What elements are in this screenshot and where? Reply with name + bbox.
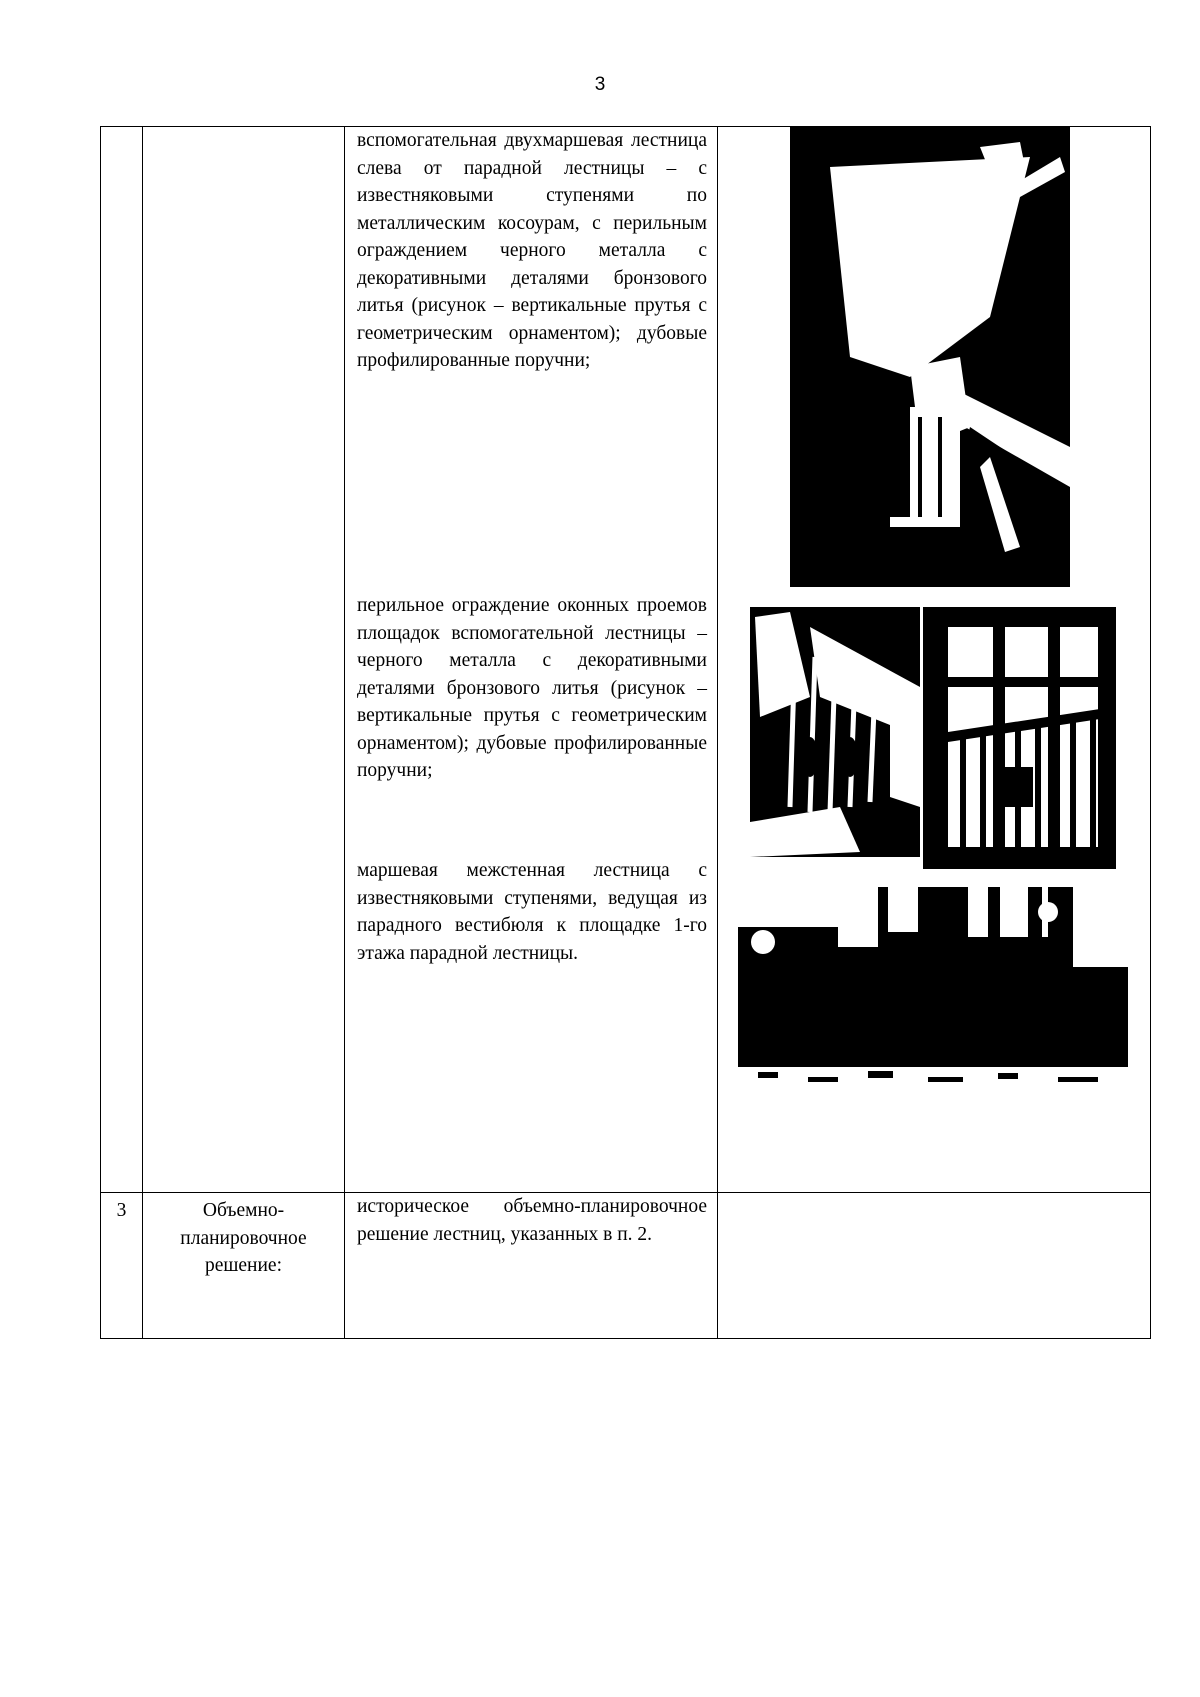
- row-number-cell: [101, 127, 143, 1193]
- row-name-cell: Объемно-планировочное решение:: [143, 1193, 345, 1339]
- table-row: [101, 1193, 1151, 1339]
- protected-elements-table: [100, 126, 1151, 1339]
- table-row: [101, 127, 1151, 1193]
- row-number-cell: 3: [101, 1193, 143, 1339]
- window-railing-photo-left: [750, 607, 920, 857]
- page-number: 3: [594, 74, 606, 95]
- auxiliary-stair-photo: [790, 127, 1070, 587]
- layout-description-text: историческое объемно-планировочное решение лестниц, указанных в п. 2.: [357, 1196, 707, 1245]
- auxiliary-stair-text: вспомогательная двухмаршевая лестница слева от парадной лестницы – с известняковыми ступенями по металлическим косоурам, с перильным ограждением черного металла с декоративными деталями бронзового литья (рисунок – вертикальные прутья с геометрическим орнаментом); дубовые профилированные поручни;: [357, 130, 707, 371]
- window-railing-photo-right: [923, 607, 1116, 869]
- photo-cell: [718, 127, 1151, 1193]
- description-cell: [345, 127, 718, 1193]
- photo-cell-empty: [718, 1193, 1151, 1339]
- intermural-stair-text: маршевая межстенная лестница с известняковыми ступенями, ведущая из парадного вестибюля к площадке 1-го этажа парадной лестницы.: [357, 860, 707, 964]
- intermural-stair-photo: [738, 887, 1128, 1092]
- row-name-cell: [143, 127, 345, 1193]
- window-railing-text: перильное ограждение оконных проемов площадок вспомогательной лестницы – черного металла с декоративными деталями бронзового литья (рисунок – вертикальные прутья с геометрическим орнаментом); дубовые профилированные поручни;: [357, 595, 707, 781]
- description-cell: [345, 1193, 718, 1339]
